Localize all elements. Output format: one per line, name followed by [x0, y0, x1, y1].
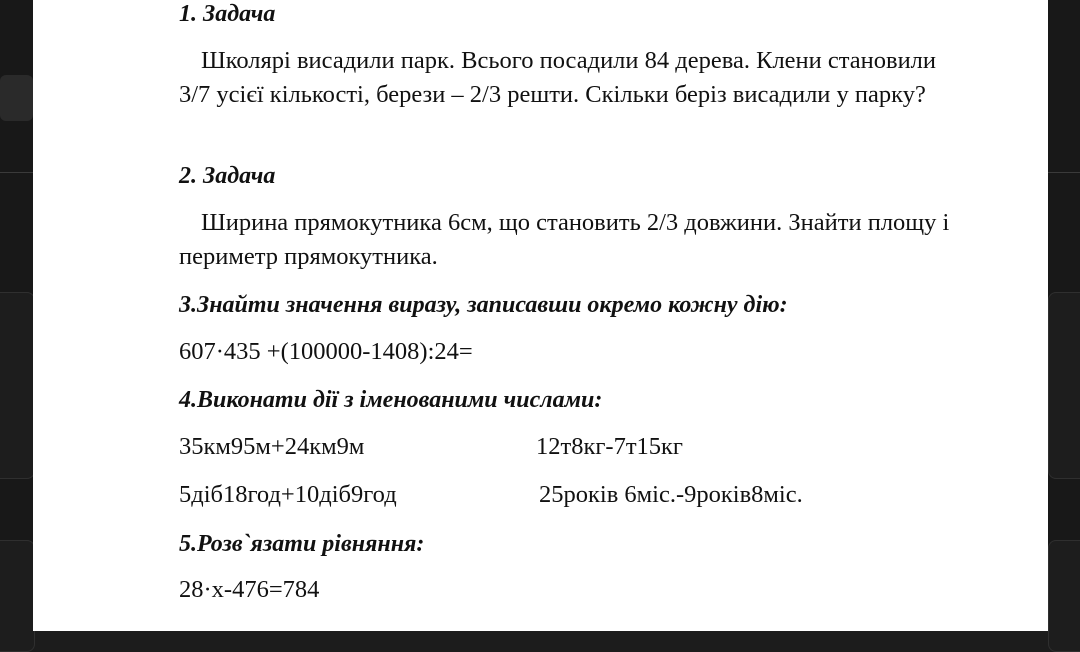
background-divider	[1048, 172, 1080, 173]
task-3-heading: 3.Знайти значення виразу, записавши окремо кожну дію:	[179, 292, 788, 318]
task-4-heading: 4.Виконати дії з іменованими числами:	[179, 387, 603, 413]
background-element	[0, 75, 33, 121]
task-3-expression: 607·435 +(100000-1408):24=	[179, 338, 473, 365]
background-card	[0, 292, 35, 479]
task-4-row1-left: 35км95м+24км9м	[179, 433, 365, 460]
task-1-heading: 1. Задача	[179, 1, 276, 27]
task-5-heading: 5.Розв`язати рівняння:	[179, 531, 425, 557]
background-card	[1048, 292, 1080, 479]
task-4-row2-left: 5діб18год+10діб9год	[179, 481, 397, 508]
task-2-heading: 2. Задача	[179, 163, 276, 189]
background-card	[1048, 540, 1080, 652]
background-divider	[0, 172, 33, 173]
task-5-equation: 28·х-476=784	[179, 576, 320, 603]
task-4-row2-right: 25років 6міс.-9років8міс.	[539, 481, 803, 508]
task-1-text: Школярі висадили парк. Всього посадили 84 дерева. Клени становили 3/7 усієї кількості, берези – 2/3 решти. Скільки беріз висадили у парку?	[179, 47, 937, 108]
task-4-row1-right: 12т8кг-7т15кг	[536, 433, 683, 460]
task-2-text: Ширина прямокутника 6см, що становить 2/3 довжини. Знайти площу і периметр прямокутника.	[179, 209, 950, 270]
background-card	[0, 540, 35, 652]
